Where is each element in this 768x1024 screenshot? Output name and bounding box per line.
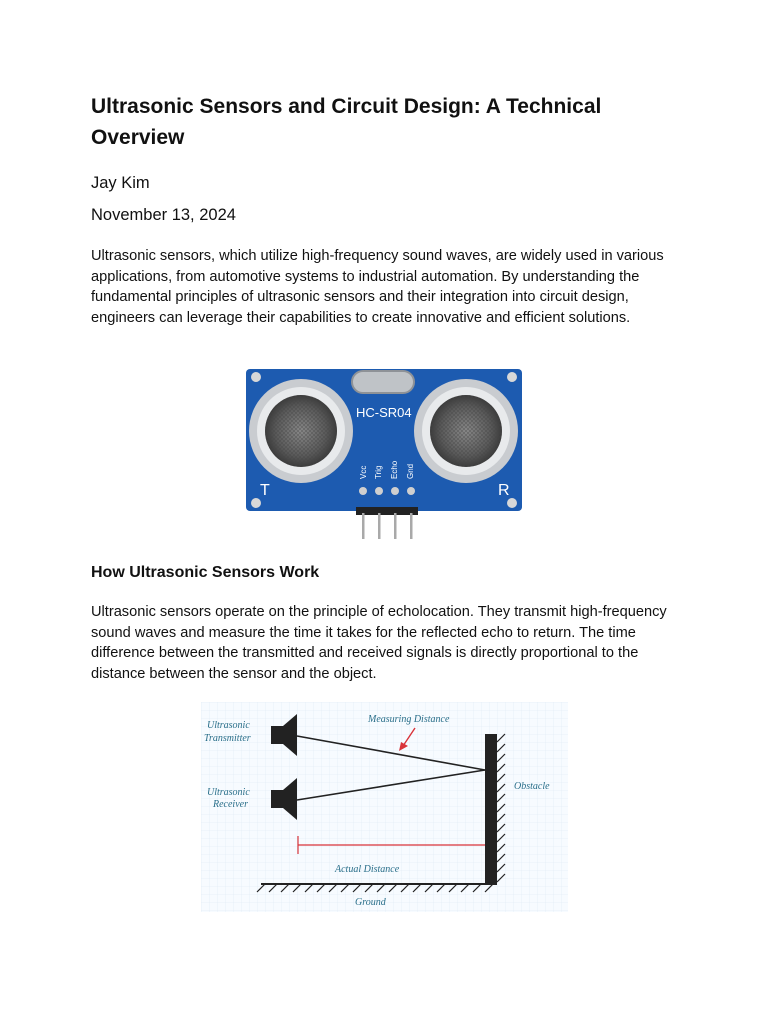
sensor-module-image: [246, 367, 522, 541]
model-label: HC-SR04: [356, 405, 412, 420]
actual-distance-label: Actual Distance: [335, 864, 400, 875]
receiver-mark: R: [498, 482, 510, 499]
header-pin: [394, 513, 397, 539]
header-pin: [378, 513, 381, 539]
pin-label-gnd: Gnd: [406, 463, 415, 479]
intro-paragraph: Ultrasonic sensors, which utilize high-frequency sound waves, are widely used in various applications, from automotive systems to industrial automation. By understanding the fundamental principles of ultrasonic sensors and their integration into circuit design, engineers can leverage their capabilities to create innovative and efficient solutions.: [91, 248, 664, 326]
ground-label: Ground: [355, 897, 386, 908]
author-name: Jay Kim: [91, 174, 150, 192]
pin-label-vcc: Vcc: [359, 465, 368, 479]
section-paragraph: Ultrasonic sensors operate on the principle of echolocation. They transmit high-frequency sound waves and measure the time it takes for the reflected echo to return. The time difference between the transmitted and received signals is directly proportional to the distance between the sensor and the object.: [91, 604, 667, 682]
receiver-label-line2: Receiver: [213, 799, 248, 810]
publish-date: November 13, 2024: [91, 206, 236, 224]
transmitter-transducer: [249, 379, 353, 483]
transmitter-label-line2: Transmitter: [204, 733, 251, 744]
crystal-oscillator: [352, 371, 414, 393]
distance-diagram: [201, 702, 568, 912]
pin-label-trig: Trig: [374, 465, 383, 479]
section-heading: How Ultrasonic Sensors Work: [91, 564, 320, 581]
measuring-distance-label: Measuring Distance: [368, 714, 450, 725]
receiver-transducer: [414, 379, 518, 483]
header-pin: [362, 513, 365, 539]
pin-label-echo: Echo: [390, 460, 399, 479]
obstacle-label: Obstacle: [514, 781, 550, 792]
transmitter-mark: T: [260, 482, 270, 499]
document-title: Ultrasonic Sensors and Circuit Design: A Technical Overview: [91, 95, 602, 149]
transmitter-label-line1: Ultrasonic: [207, 720, 250, 731]
receiver-label-line1: Ultrasonic: [207, 787, 250, 798]
obstacle-wall: [485, 734, 497, 884]
header-pin: [410, 513, 413, 539]
